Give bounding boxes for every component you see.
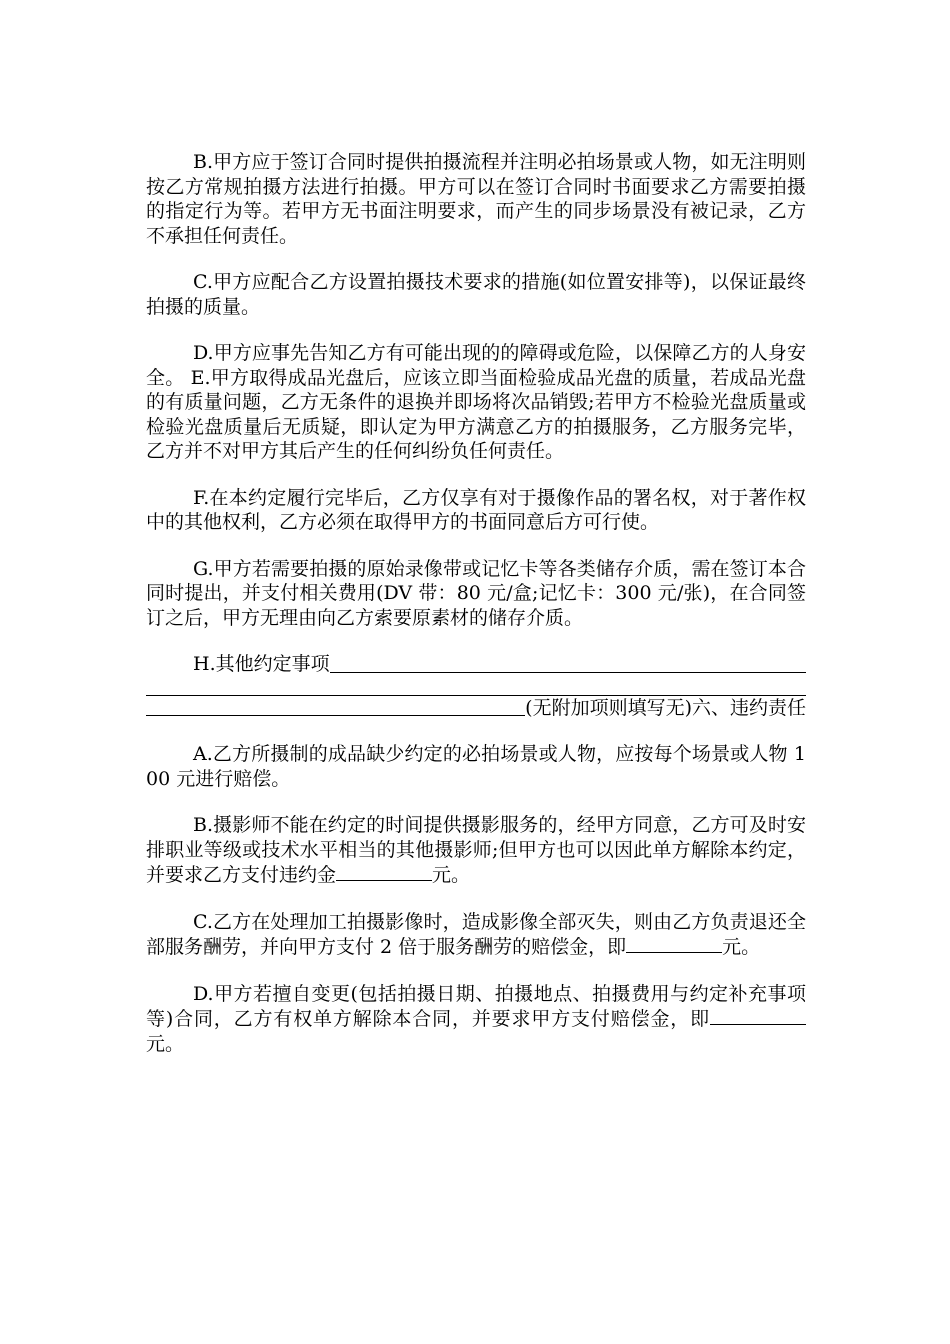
liability-b-text: B.摄影师不能在约定的时间提供摄影服务的，经甲方同意，乙方可及时安排职业等级或技术水平相当的其他摄影师;但甲方也可以因此单方解除本约定，并要求乙方支付违约金 <box>146 814 806 886</box>
liability-a-paragraph: A.乙方所摄制的成品缺少约定的必拍场景或人物，应按每个场景或人物 100 元进行赔偿。 <box>146 743 806 790</box>
clause-h-fill-line-3[interactable] <box>146 697 525 716</box>
clause-h-tail: (无附加项则填写无)六、违约责任 <box>525 696 806 719</box>
liability-c-amount-blank[interactable] <box>626 934 722 953</box>
clause-g-paragraph: G.甲方若需要拍摄的原始录像带或记忆卡等各类储存介质，需在签订本合同时提出，并支付相关费用(DV 带：80 元/盒;记忆卡：300 元/张)，在合同签订之后，甲方无理由向乙方索要原素材的储存介质。 <box>146 557 806 629</box>
clause-h-other-items <box>146 652 806 720</box>
liability-d-unit: 元。 <box>146 1032 185 1055</box>
clause-f-paragraph: F.在本约定履行完毕后，乙方仅享有对于摄像作品的署名权，对于著作权中的其他权利，乙方必须在取得甲方的书面同意后方可行使。 <box>146 486 806 533</box>
clause-b-paragraph: B.甲方应于签订合同时提供拍摄流程并注明必拍场景或人物，如无注明则按乙方常规拍摄方法进行拍摄。甲方可以在签订合同时书面要求乙方需要拍摄的指定行为等。若甲方无书面注明要求，而产生的同步场景没有被记录，乙方不承担任何责任。 <box>146 151 806 247</box>
liability-b-paragraph <box>146 813 806 888</box>
clause-h-fill-line-1[interactable] <box>330 654 806 673</box>
liability-b-amount-blank[interactable] <box>336 862 432 881</box>
clause-h-label: H.其他约定事项 <box>193 653 330 675</box>
document-page <box>146 150 806 1078</box>
liability-c-unit: 元。 <box>722 936 761 958</box>
clause-c-paragraph: C.甲方应配合乙方设置拍摄技术要求的措施(如位置安排等)，以保证最终拍摄的质量。 <box>146 271 806 318</box>
liability-c-paragraph <box>146 910 806 960</box>
liability-d-amount-blank[interactable] <box>710 1006 806 1025</box>
clause-h-last-line <box>146 696 806 721</box>
liability-c-text: C.乙方在处理加工拍摄影像时，造成影像全部灭失，则由乙方负责退还全部服务酬劳，并向甲方支付 2 倍于服务酬劳的赔偿金，即 <box>146 910 806 958</box>
clause-h-first-line <box>146 652 806 677</box>
liability-d-text: D.甲方若擅自变更(包括拍摄日期、拍摄地点、拍摄费用与约定补充事项等)合同，乙方有权单方解除本合同，并要求甲方支付赔偿金，即 <box>146 982 806 1030</box>
liability-b-unit: 元。 <box>432 864 471 886</box>
liability-d-paragraph <box>146 982 806 1057</box>
clause-h-fill-line-2[interactable] <box>146 677 806 696</box>
clause-d-e-paragraph: D.甲方应事先告知乙方有可能出现的的障碍或危险，以保障乙方的人身安全。 E.甲方取得成品光盘后，应该立即当面检验成品光盘的质量，若成品光盘的有质量问题，乙方无条件的退换并即场将次品销毁;若甲方不检验光盘质量或检验光盘质量后无质疑，即认定为甲方满意乙方的拍摄服务，乙方服务完毕，乙方并不对甲方其后产生的任何纠纷负任何责任。 <box>146 342 806 462</box>
